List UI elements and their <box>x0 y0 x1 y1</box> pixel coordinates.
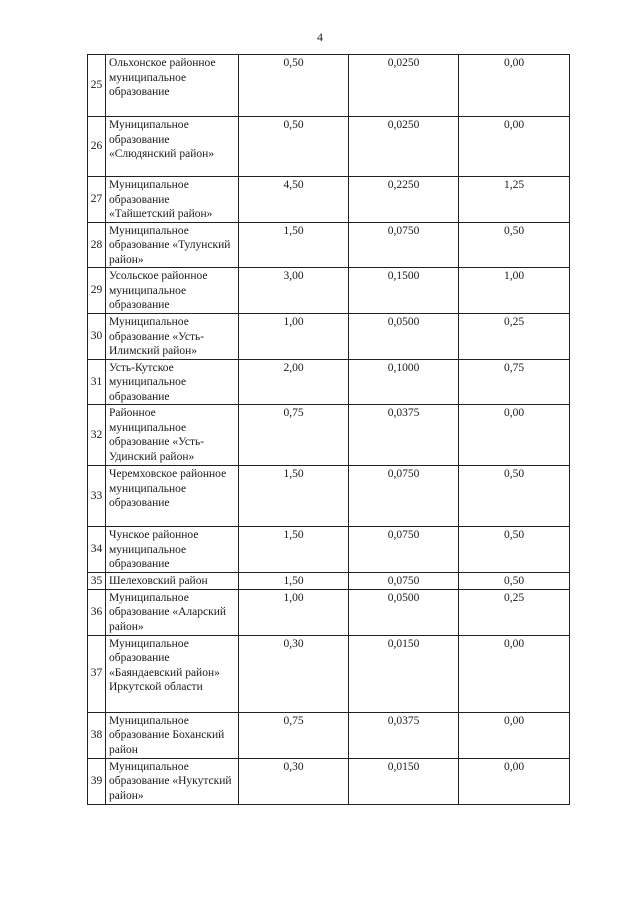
municipality-name: Районное муниципальное образование «Усть-Удинский район» <box>106 405 239 466</box>
table-row <box>88 405 570 466</box>
municipality-name: Чунское районное муниципальное образование <box>106 527 239 573</box>
row-number: 37 <box>88 635 106 712</box>
value-3: 0,00 <box>459 117 570 177</box>
value-2: 0,1500 <box>349 268 459 314</box>
value-2: 0,0500 <box>349 589 459 635</box>
municipality-name: Муниципальное образование «Тулунский район» <box>106 222 239 268</box>
table-row <box>88 359 570 405</box>
value-3: 0,00 <box>459 758 570 804</box>
value-1: 1,00 <box>239 314 349 360</box>
value-1: 4,50 <box>239 177 349 223</box>
table-row <box>88 573 570 590</box>
value-1: 1,50 <box>239 573 349 590</box>
value-2: 0,0150 <box>349 758 459 804</box>
table-row <box>88 314 570 360</box>
value-2: 0,0750 <box>349 527 459 573</box>
row-number: 36 <box>88 589 106 635</box>
municipality-name: Муниципальное образование Боханский район <box>106 712 239 758</box>
value-2: 0,1000 <box>349 359 459 405</box>
value-3: 0,50 <box>459 573 570 590</box>
row-number: 39 <box>88 758 106 804</box>
value-2: 0,0750 <box>349 573 459 590</box>
municipality-name: Муниципальное образование «Слюдянский район» <box>106 117 239 177</box>
table-row <box>88 527 570 573</box>
table-row <box>88 177 570 223</box>
municipality-name: Черемховское районное муниципальное образование <box>106 466 239 527</box>
value-3: 0,50 <box>459 466 570 527</box>
table-row <box>88 268 570 314</box>
value-1: 1,50 <box>239 527 349 573</box>
row-number: 29 <box>88 268 106 314</box>
page-number: 4 <box>317 30 323 44</box>
value-3: 0,00 <box>459 635 570 712</box>
table-row <box>88 635 570 712</box>
municipality-name: Муниципальное образование «Усть-Илимский район» <box>106 314 239 360</box>
row-number: 31 <box>88 359 106 405</box>
value-2: 0,0250 <box>349 117 459 177</box>
municipality-name: Шелеховский район <box>106 573 239 590</box>
value-2: 0,0150 <box>349 635 459 712</box>
row-number: 27 <box>88 177 106 223</box>
value-1: 0,75 <box>239 712 349 758</box>
municipality-name: Муниципальное образование «Баяндаевский район» Иркутской области <box>106 635 239 712</box>
value-1: 1,50 <box>239 222 349 268</box>
municipality-name: Муниципальное образование «Аларский район» <box>106 589 239 635</box>
value-3: 1,25 <box>459 177 570 223</box>
municipality-name: Ольхонское районное муниципальное образование <box>106 55 239 117</box>
value-3: 0,50 <box>459 222 570 268</box>
value-1: 1,00 <box>239 589 349 635</box>
value-3: 1,00 <box>459 268 570 314</box>
value-2: 0,0375 <box>349 405 459 466</box>
value-2: 0,2250 <box>349 177 459 223</box>
row-number: 34 <box>88 527 106 573</box>
table-row <box>88 55 570 117</box>
municipality-name: Муниципальное образование «Нукутский район» <box>106 758 239 804</box>
municipality-name: Муниципальное образование «Тайшетский район» <box>106 177 239 223</box>
value-1: 1,50 <box>239 466 349 527</box>
municipality-name: Усольское районное муниципальное образование <box>106 268 239 314</box>
value-1: 0,75 <box>239 405 349 466</box>
table-row <box>88 222 570 268</box>
value-3: 0,00 <box>459 55 570 117</box>
row-number: 38 <box>88 712 106 758</box>
value-2: 0,0375 <box>349 712 459 758</box>
table-row <box>88 589 570 635</box>
value-1: 3,00 <box>239 268 349 314</box>
value-1: 0,30 <box>239 758 349 804</box>
row-number: 32 <box>88 405 106 466</box>
table-row <box>88 758 570 804</box>
table-row <box>88 712 570 758</box>
value-3: 0,50 <box>459 527 570 573</box>
table-row <box>88 117 570 177</box>
value-1: 0,50 <box>239 117 349 177</box>
value-2: 0,0250 <box>349 55 459 117</box>
municipality-name: Усть-Кутское муниципальное образование <box>106 359 239 405</box>
value-3: 0,00 <box>459 712 570 758</box>
value-3: 0,75 <box>459 359 570 405</box>
value-3: 0,00 <box>459 405 570 466</box>
value-2: 0,0500 <box>349 314 459 360</box>
value-3: 0,25 <box>459 314 570 360</box>
row-number: 26 <box>88 117 106 177</box>
row-number: 30 <box>88 314 106 360</box>
value-2: 0,0750 <box>349 222 459 268</box>
table-body <box>88 55 570 805</box>
value-1: 2,00 <box>239 359 349 405</box>
value-1: 0,50 <box>239 55 349 117</box>
value-3: 0,25 <box>459 589 570 635</box>
row-number: 28 <box>88 222 106 268</box>
value-2: 0,0750 <box>349 466 459 527</box>
row-number: 25 <box>88 55 106 117</box>
table-row <box>88 466 570 527</box>
value-1: 0,30 <box>239 635 349 712</box>
allocation-table <box>87 54 570 805</box>
row-number: 33 <box>88 466 106 527</box>
row-number: 35 <box>88 573 106 590</box>
